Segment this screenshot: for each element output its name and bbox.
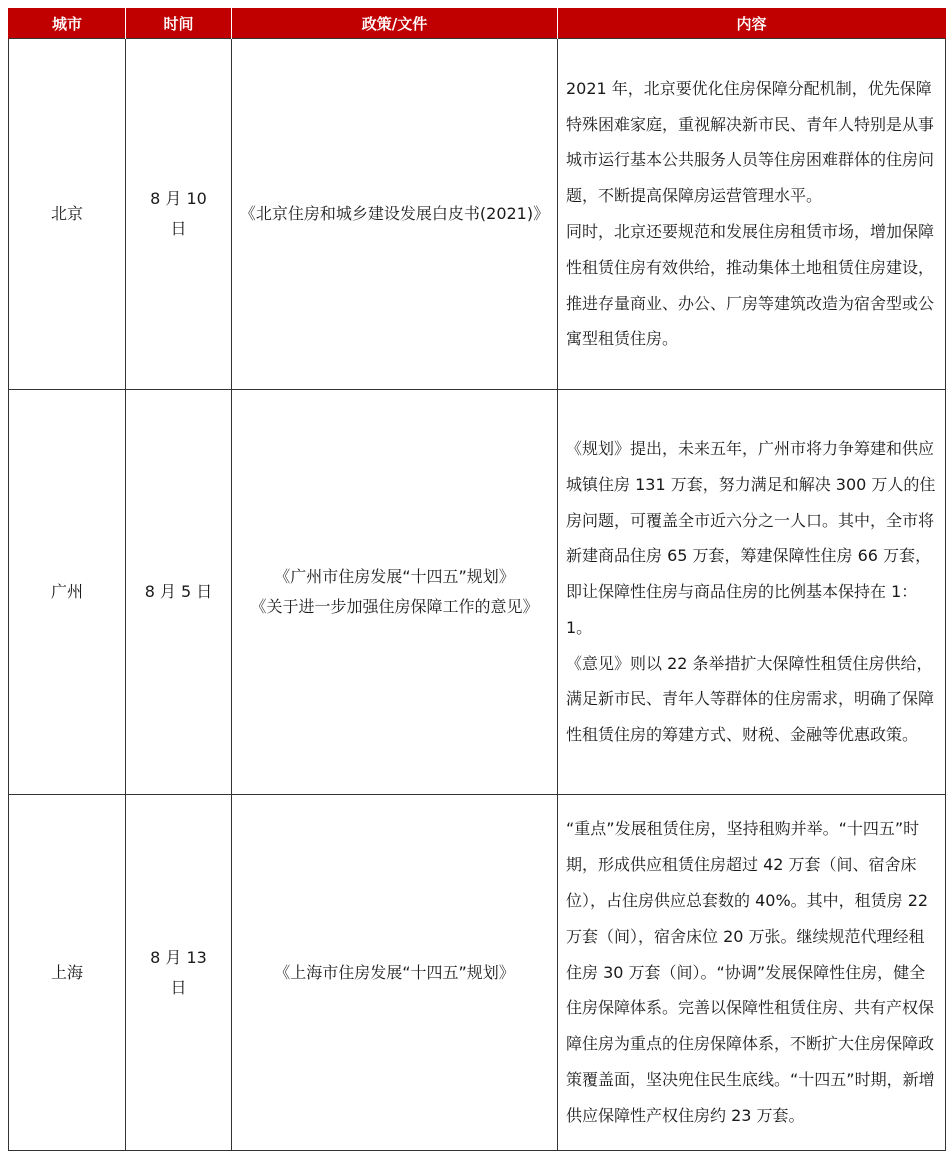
cell-city: 北京	[9, 39, 126, 390]
cell-document	[232, 795, 558, 1151]
content-paragraph: 2021 年，北京要优化住房保障分配机制，优先保障特殊困难家庭，重视解决新市民、青年人特别是从事城市运行基本公共服务人员等住房困难群体的住房问题，不断提高保障房运营管理水平。	[566, 78, 935, 206]
header-row	[9, 8, 946, 39]
cell-city: 广州	[9, 390, 126, 795]
cell-date: 8 月 10 日	[126, 39, 232, 390]
document-title: 《上海市住房发展“十四五”规划》	[274, 962, 515, 982]
content-paragraph: 《意见》则以 22 条举措扩大保障性租赁住房供给，满足新市民、青年人等群体的住房需求，明确了保障性租赁住房的筹建方式、财税、金融等优惠政策。	[566, 653, 935, 745]
document-title: 《广州市住房发展“十四五”规划》	[274, 567, 515, 586]
header-content: 内容	[558, 8, 946, 39]
content-paragraph: “重点”发展租赁住房，坚持租购并举。“十四五”时期，形成供应租赁住房超过 42 万套（间、宿舍床位），占住房供应总套数的 40%。其中，租赁房 22 万套（间），宿舍床位 20 万张。继续规范代理经租住房 30 万套（间）。“协调”发展保障性住房，健全住房保障体系。完善以保障性租赁住房、共有产权保障住房为重点的住房保障体系，不断扩大住房保障政策覆盖面，坚决兜住民生底线。“十四五”时期，新增供应保障性产权住房约 23 万套。	[566, 819, 935, 1125]
cell-document	[232, 390, 558, 795]
table-row	[9, 39, 946, 390]
table-body	[9, 39, 946, 1151]
table-row	[9, 795, 946, 1151]
header-date: 时间	[126, 8, 232, 39]
cell-content	[558, 390, 946, 795]
cell-date: 8 月 5 日	[126, 390, 232, 795]
table-row	[9, 390, 946, 795]
table-header	[9, 8, 946, 39]
cell-city: 上海	[9, 795, 126, 1151]
cell-date: 8 月 13 日	[126, 795, 232, 1151]
cell-document	[232, 39, 558, 390]
cell-content	[558, 795, 946, 1151]
document-title: 《关于进一步加强住房保障工作的意见》	[250, 597, 539, 616]
document-title: 《北京住房和城乡建设发展白皮书(2021)》	[239, 204, 550, 223]
content-paragraph: 同时，北京还要规范和发展住房租赁市场，增加保障性租赁住房有效供给，推动集体土地租赁住房建设，推进存量商业、办公、厂房等建筑改造为宿舍型或公寓型租赁住房。	[566, 222, 935, 349]
content-paragraph: 《规划》提出，未来五年，广州市将力争筹建和供应城镇住房 131 万套，努力满足和解决 300 万人的住房问题，可覆盖全市近六分之一人口。其中，全市将新建商品住房 65 万套，筹建保障性住房 66 万套，即让保障性住房与商品住房的比例基本保持在 1：1。	[566, 438, 936, 637]
header-document: 政策/文件	[232, 8, 558, 39]
cell-content	[558, 39, 946, 390]
policy-table	[8, 8, 946, 1151]
header-city: 城市	[9, 8, 126, 39]
